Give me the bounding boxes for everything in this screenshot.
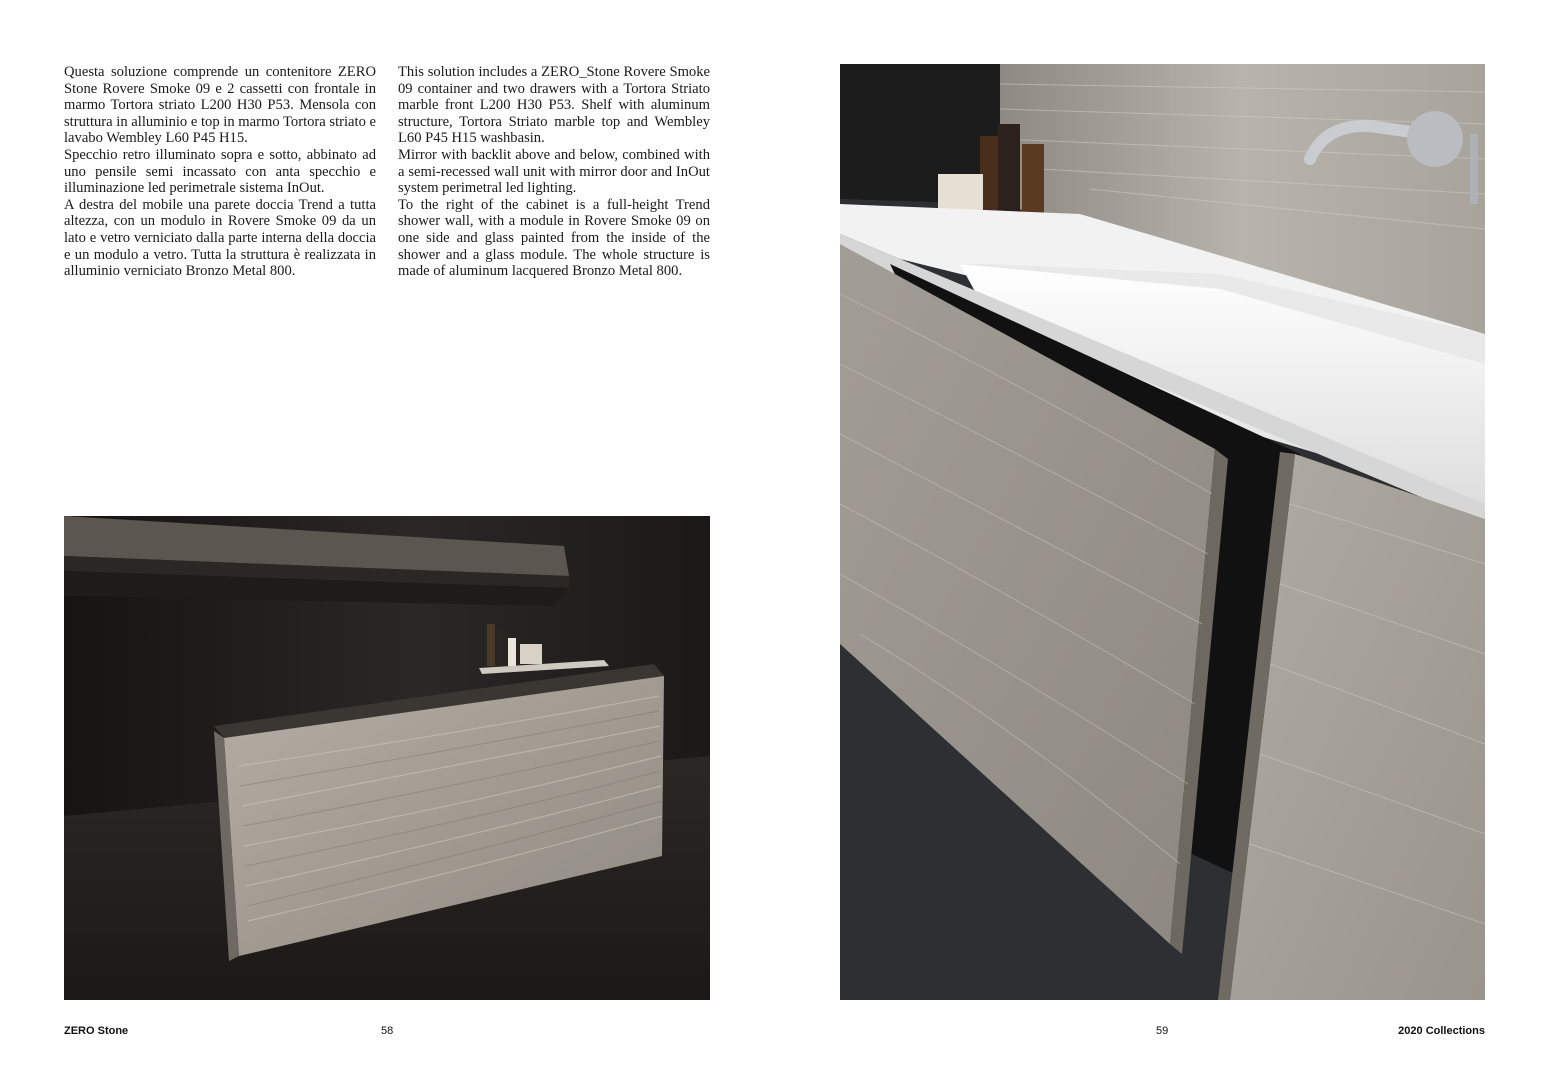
italian-paragraph-2: Specchio retro illuminato sopra e sotto, abbinato ad uno pensile semi incassato con anta specchio e illuminazione led perimetrale sistema InOut. bbox=[64, 146, 376, 197]
faucet-plate-icon bbox=[1407, 111, 1463, 167]
italian-paragraph-1: Questa soluzione comprende un contenitore ZERO Stone Rovere Smoke 09 e 2 cassetti con frontale in marmo Tortora striato L200 H30 P53. Mensola con struttura in alluminio e top in marmo Tortora striato e lavabo Wembley L60 P45 H15. bbox=[64, 64, 377, 147]
vanity-wide-illustration bbox=[64, 516, 710, 1000]
page-number-right: 59 bbox=[1156, 1025, 1169, 1037]
page-number-left: 58 bbox=[381, 1025, 394, 1037]
italian-description bbox=[64, 64, 376, 280]
vanity-wide-photo bbox=[64, 516, 710, 1000]
vanity-detail-photo bbox=[840, 64, 1485, 1000]
english-description bbox=[398, 64, 710, 280]
bottle-icon bbox=[1022, 144, 1044, 219]
english-paragraph-2: Mirror with backlit above and below, combined with a semi-recessed wall unit with mirror door and InOut system perimetral led lighting. bbox=[398, 146, 710, 197]
bottle-icon bbox=[497, 630, 506, 666]
footer-collection: 2020 Collections bbox=[1398, 1025, 1485, 1037]
english-paragraph-1: This solution includes a ZERO_Stone Rovere Smoke 09 container and two drawers with a Tortora Striato marble front L200 H30 P53. Shelf with aluminum structure, Tortora Striato marble top and Wembley L60 P45 H15 washbasin. bbox=[398, 64, 710, 147]
soap-icon bbox=[520, 644, 542, 664]
soap-icon bbox=[508, 638, 516, 666]
footer-brand: ZERO Stone bbox=[64, 1025, 129, 1037]
english-paragraph-3: To the right of the cabinet is a full-height Trend shower wall, with a module in Rovere Smoke 09 on one side and glass painted from the inside of the shower and a glass module. The whole structure is made of aluminum lacquered Bronzo Metal 800. bbox=[398, 196, 710, 280]
italian-paragraph-3: A destra del mobile una parete doccia Trend a tutta altezza, con un modulo in Rovere Smoke 09 da un lato e vetro verniciato dalla parte interna della doccia e un modulo a vetro. Tutta la struttura è realizzata in alluminio verniciato Bronzo Metal 800. bbox=[64, 196, 376, 280]
bottle-icon bbox=[998, 124, 1020, 221]
vanity-detail-illustration bbox=[840, 64, 1485, 1000]
bottle-icon bbox=[487, 624, 495, 666]
